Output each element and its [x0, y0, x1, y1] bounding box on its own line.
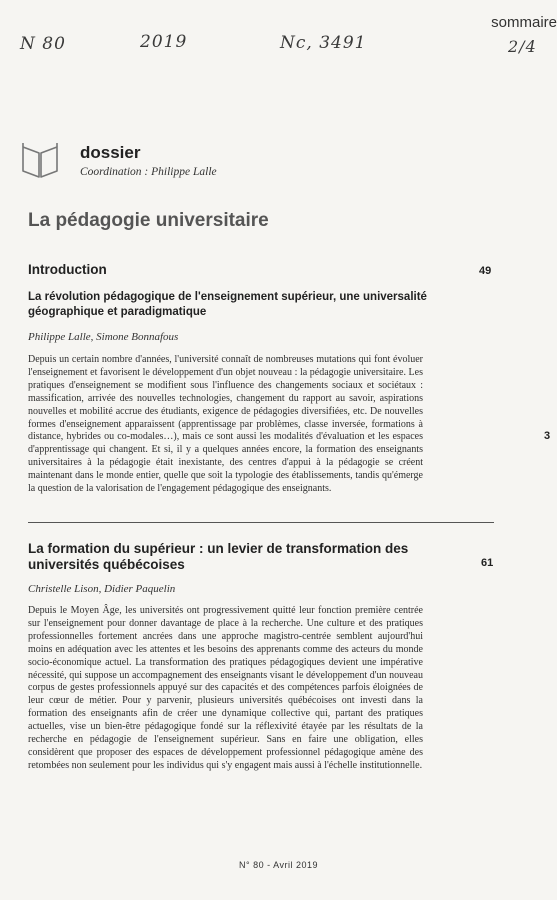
handwritten-year-note: 2019 [140, 32, 188, 52]
handwritten-sheet-note: 2/4 [508, 37, 537, 56]
page-number: 61 [481, 557, 494, 569]
article-abstract: Depuis un certain nombre d'années, l'université connaît de nombreuses mutations qui font évoluer l'enseignement et favorisent le développement d'un objet nouveau : la pédagogie universitaire. Les pratiques d'enseignement se modifient sous l'influence des changements sociaux et sociétaux : massification, arrivée des nouvelles technologies, changement du rapport au savoir, aspirations nouvelles et mobilité accrue des étudiants, exigence de pédagogies diversifiées, etc. De nouvelles formes d'enseignement apparaissent (apprentissage par problèmes, classe inversée, formations à distance, hybrides ou co-modales…), mais ce sont aussi les modalités d'évaluation et les espaces d'apprentissage qui changent. Et si, il y a quelques années encore, la formation des enseignants universitaires à la pédagogie était inexistante, des centres d'appui à la pédagogie se créent maintenant dans le monde entier, quelle que soit la typologie des établissements, tandis qu'émerge la question de la valorisation de l'engagement pédagogique des enseignants. [28, 354, 423, 495]
dossier-heading: dossier [80, 143, 141, 162]
section-heading-introduction: Introduction [28, 262, 107, 277]
article-title: La révolution pédagogique de l'enseignement supérieur, une universalité géographique et paradigmatique [28, 291, 427, 318]
article-authors: Christelle Lison, Didier Paquelin [28, 583, 176, 595]
sommaire-label: sommaire [491, 14, 557, 31]
section-heading-formation: La formation du supérieur : un levier de transformation des universités québécoises [28, 541, 409, 572]
handwritten-issue-note: N 80 [20, 34, 66, 54]
article-abstract: Depuis le Moyen Âge, les universités ont progressivement quitté leur fonction première centrée sur l'enseignement pour donner davantage de place à la recherche. Une culture et des pratiques professionnelles fortement ancrées dans une approche magistro-centrée semblent aujourd'hui moins en adéquation avec les attentes et les besoins des apprenants comme des acteurs du monde socio-économique actuel. La transformation des pratiques pédagogiques devient une impérative nécessité, qui suppose un accompagnement des enseignants visant le développement d'un nouveau corpus de gestes professionnels appuyé sur des capacités et des compétences parfois éloignées de leur cœur de métier. Pour y parvenir, plusieurs universités québécoises ont investi dans la formation des enseignants afin de créer une dynamique collective qui, partant des pratiques actuelles, vise un bien-être pédagogique fondé sur la réflexivité étayée par les résultats de la recherche en pédagogie de l'enseignement supérieur. Sans en faire une obligation, elles considèrent que proposer des espaces de développement professionnel pédagogique amène des retombées non seulement pour les individus qui s'y engagent mais aussi à l'échelle institutionnelle. [28, 605, 423, 771]
open-book-icon [20, 141, 60, 179]
handwritten-reference-note: Nc, 3491 [280, 33, 367, 53]
footer-issue-info: N° 80 - Avril 2019 [239, 860, 318, 870]
main-title: La pédagogie universitaire [28, 210, 269, 231]
section-divider [28, 522, 494, 523]
page-number: 49 [479, 265, 492, 277]
side-page-number: 3 [544, 430, 551, 442]
dossier-coordination: Coordination : Philippe Lalle [80, 166, 217, 178]
article-authors: Philippe Lalle, Simone Bonnafous [28, 331, 179, 343]
